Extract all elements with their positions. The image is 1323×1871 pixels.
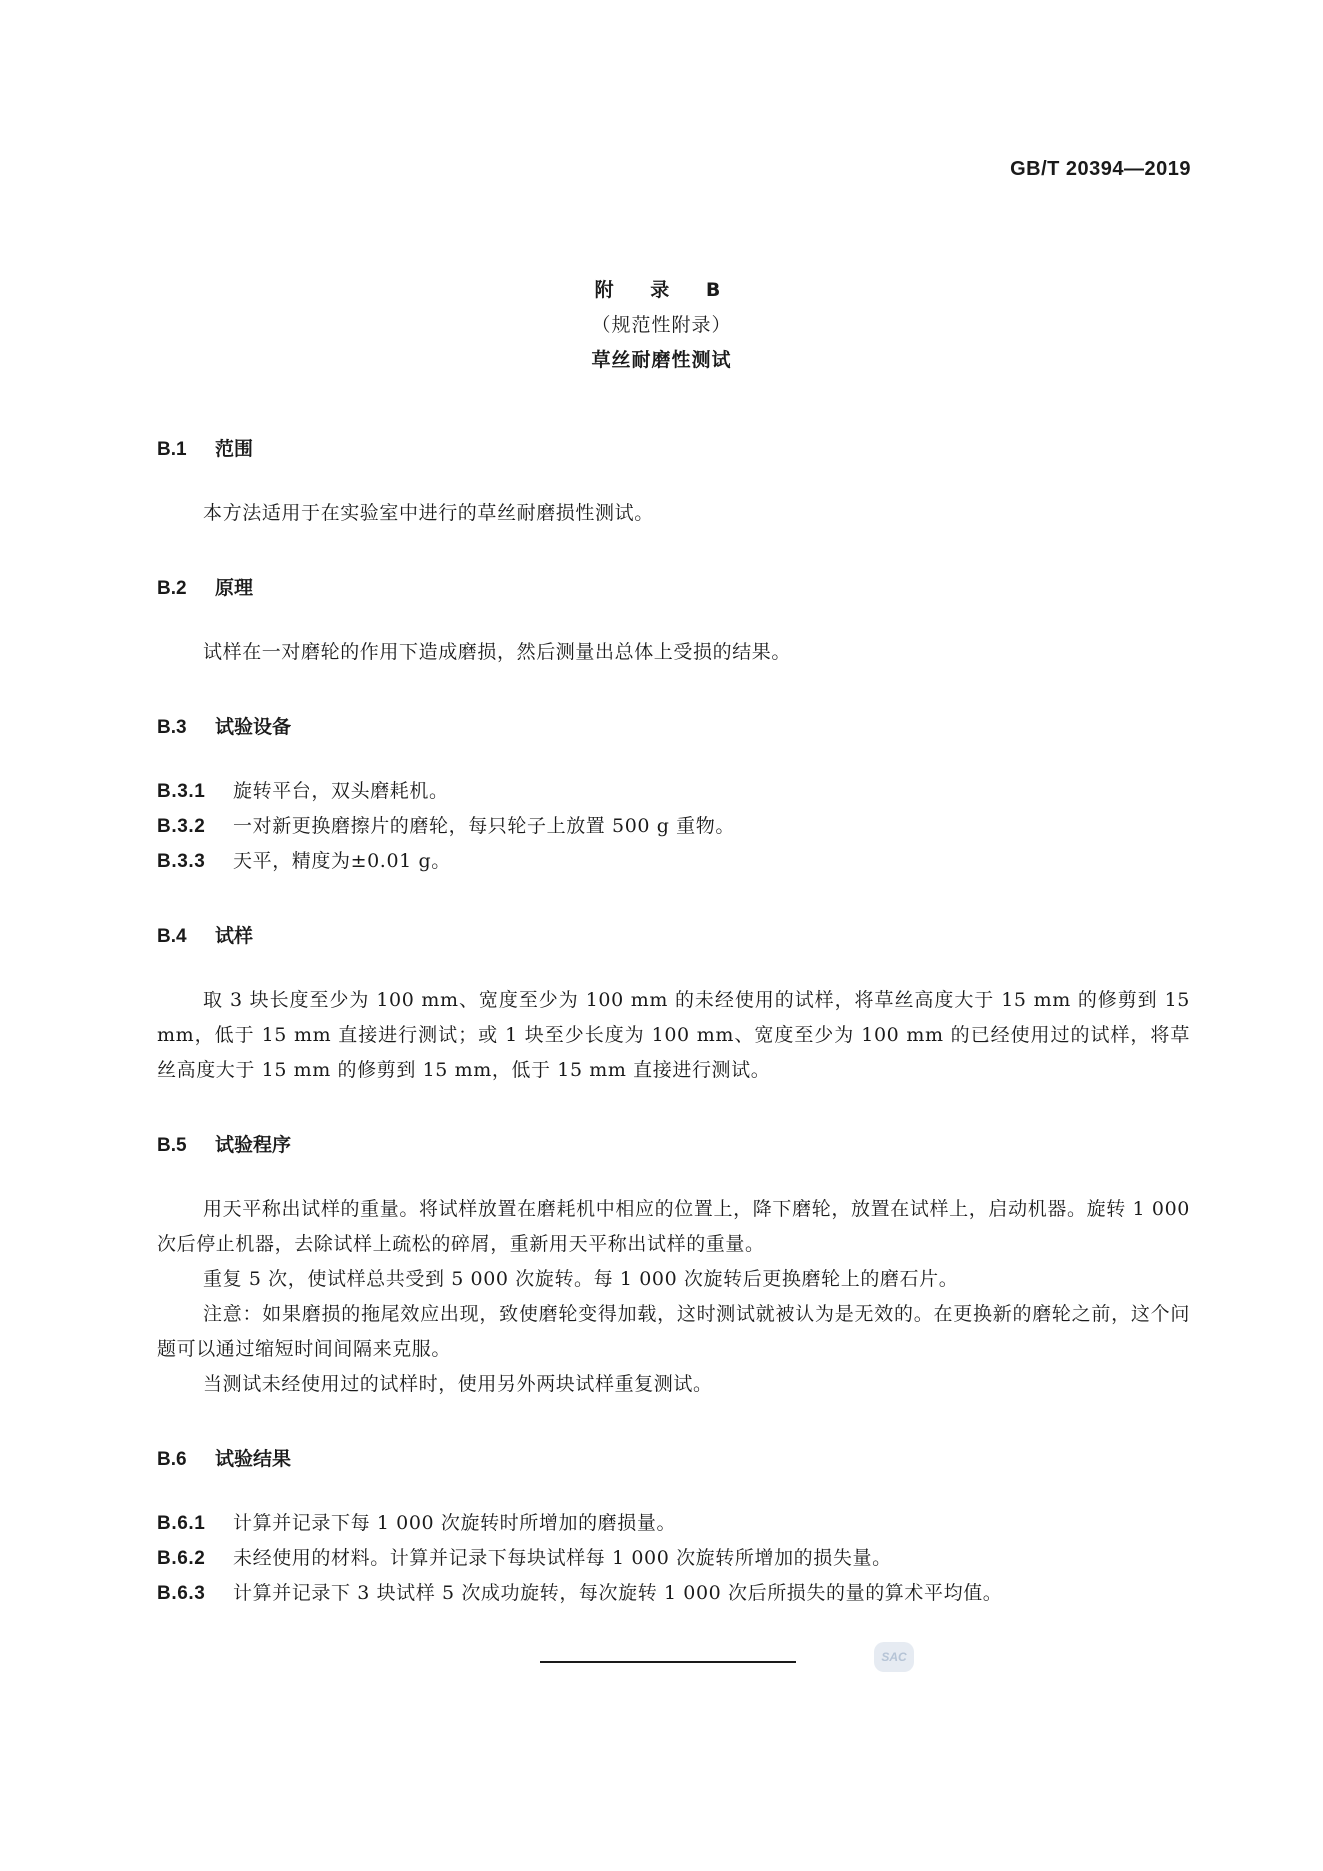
section-paragraph-b5-1: 用天平称出试样的重量。将试样放置在磨耗机中相应的位置上，降下磨轮，放置在试样上，启动机器。旋转 1 000 次后停止机器，去除试样上疏松的碎屑，重新用天平称出试样的重量。 [157, 1198, 1190, 1255]
section-title: 试样 [215, 925, 254, 947]
item-number: B.3.1 [157, 781, 206, 802]
item-text: 一对新更换磨擦片的磨轮，每只轮子上放置 500 g 重物。 [233, 815, 735, 837]
section-heading-b5 [157, 1130, 291, 1157]
item-number: B.6.2 [157, 1548, 206, 1569]
list-item [157, 774, 1190, 809]
section-text-b4: 取 3 块长度至少为 100 mm、宽度至少为 100 mm 的未经使用的试样，将草丝高度大于 15 mm 的修剪到 15 mm，低于 15 mm 直接进行测试；或 1 块至少长度为 100 mm、宽度至少为 100 mm 的已经使用过的试样，将草丝高度大于 15 mm 的修剪到 15 mm，低于 15 mm 直接进行测试。 [157, 989, 1190, 1081]
section-number: B.2 [157, 578, 187, 599]
item-number: B.6.3 [157, 1583, 206, 1604]
item-number: B.3.3 [157, 851, 206, 872]
section-number: B.4 [157, 926, 187, 947]
item-number: B.3.2 [157, 816, 206, 837]
annex-title: 草丝耐磨性测试 [591, 349, 732, 371]
section-text-b1: 本方法适用于在实验室中进行的草丝耐磨损性测试。 [203, 502, 654, 524]
section-title: 试验程序 [215, 1134, 292, 1156]
list-item [157, 1576, 1190, 1611]
sac-watermark-logo: SAC [874, 1642, 914, 1672]
list-item [157, 809, 1190, 844]
section-title: 试验结果 [215, 1448, 292, 1470]
section-heading-b4 [157, 921, 253, 948]
annex-heading [0, 273, 1323, 378]
standard-number: GB/T 20394—2019 [1010, 158, 1191, 180]
section-title: 试验设备 [215, 716, 292, 738]
list-item [157, 1506, 1190, 1541]
item-number: B.6.1 [157, 1513, 206, 1534]
section-heading-b2 [157, 573, 253, 600]
item-text: 计算并记录下每 1 000 次旋转时所增加的磨损量。 [233, 1512, 677, 1534]
section-paragraph-b5-4: 当测试未经使用过的试样时，使用另外两块试样重复测试。 [203, 1373, 713, 1395]
section-heading-b3 [157, 712, 291, 739]
section-number: B.1 [157, 439, 187, 460]
list-item [157, 1541, 1190, 1576]
section-heading-b1 [157, 434, 253, 461]
item-text: 计算并记录下 3 块试样 5 次成功旋转，每次旋转 1 000 次后所损失的量的算术平均值。 [233, 1582, 1003, 1604]
footer-rule [540, 1661, 796, 1663]
item-text: 天平，精度为±0.01 g。 [233, 850, 451, 872]
section-number: B.3 [157, 717, 187, 738]
item-text: 旋转平台，双头磨耗机。 [233, 780, 449, 802]
section-title: 原理 [215, 577, 254, 599]
annex-label: 附 录 B [594, 279, 729, 301]
section-number: B.5 [157, 1135, 187, 1156]
section-paragraph-b5-2: 重复 5 次，使试样总共受到 5 000 次旋转。每 1 000 次旋转后更换磨轮上的磨石片。 [203, 1268, 959, 1290]
annex-normative-note: （规范性附录） [591, 314, 732, 336]
section-number: B.6 [157, 1449, 187, 1470]
item-text: 未经使用的材料。计算并记录下每块试样每 1 000 次旋转所增加的损失量。 [233, 1547, 892, 1569]
section-paragraph-b5-3: 注意：如果磨损的拖尾效应出现，致使磨轮变得加载，这时测试就被认为是无效的。在更换新的磨轮之前，这个问题可以通过缩短时间间隔来克服。 [157, 1303, 1190, 1360]
section-text-b2: 试样在一对磨轮的作用下造成磨损，然后测量出总体上受损的结果。 [203, 641, 792, 663]
section-heading-b6 [157, 1444, 291, 1471]
list-item [157, 844, 1190, 879]
section-title: 范围 [215, 438, 254, 460]
